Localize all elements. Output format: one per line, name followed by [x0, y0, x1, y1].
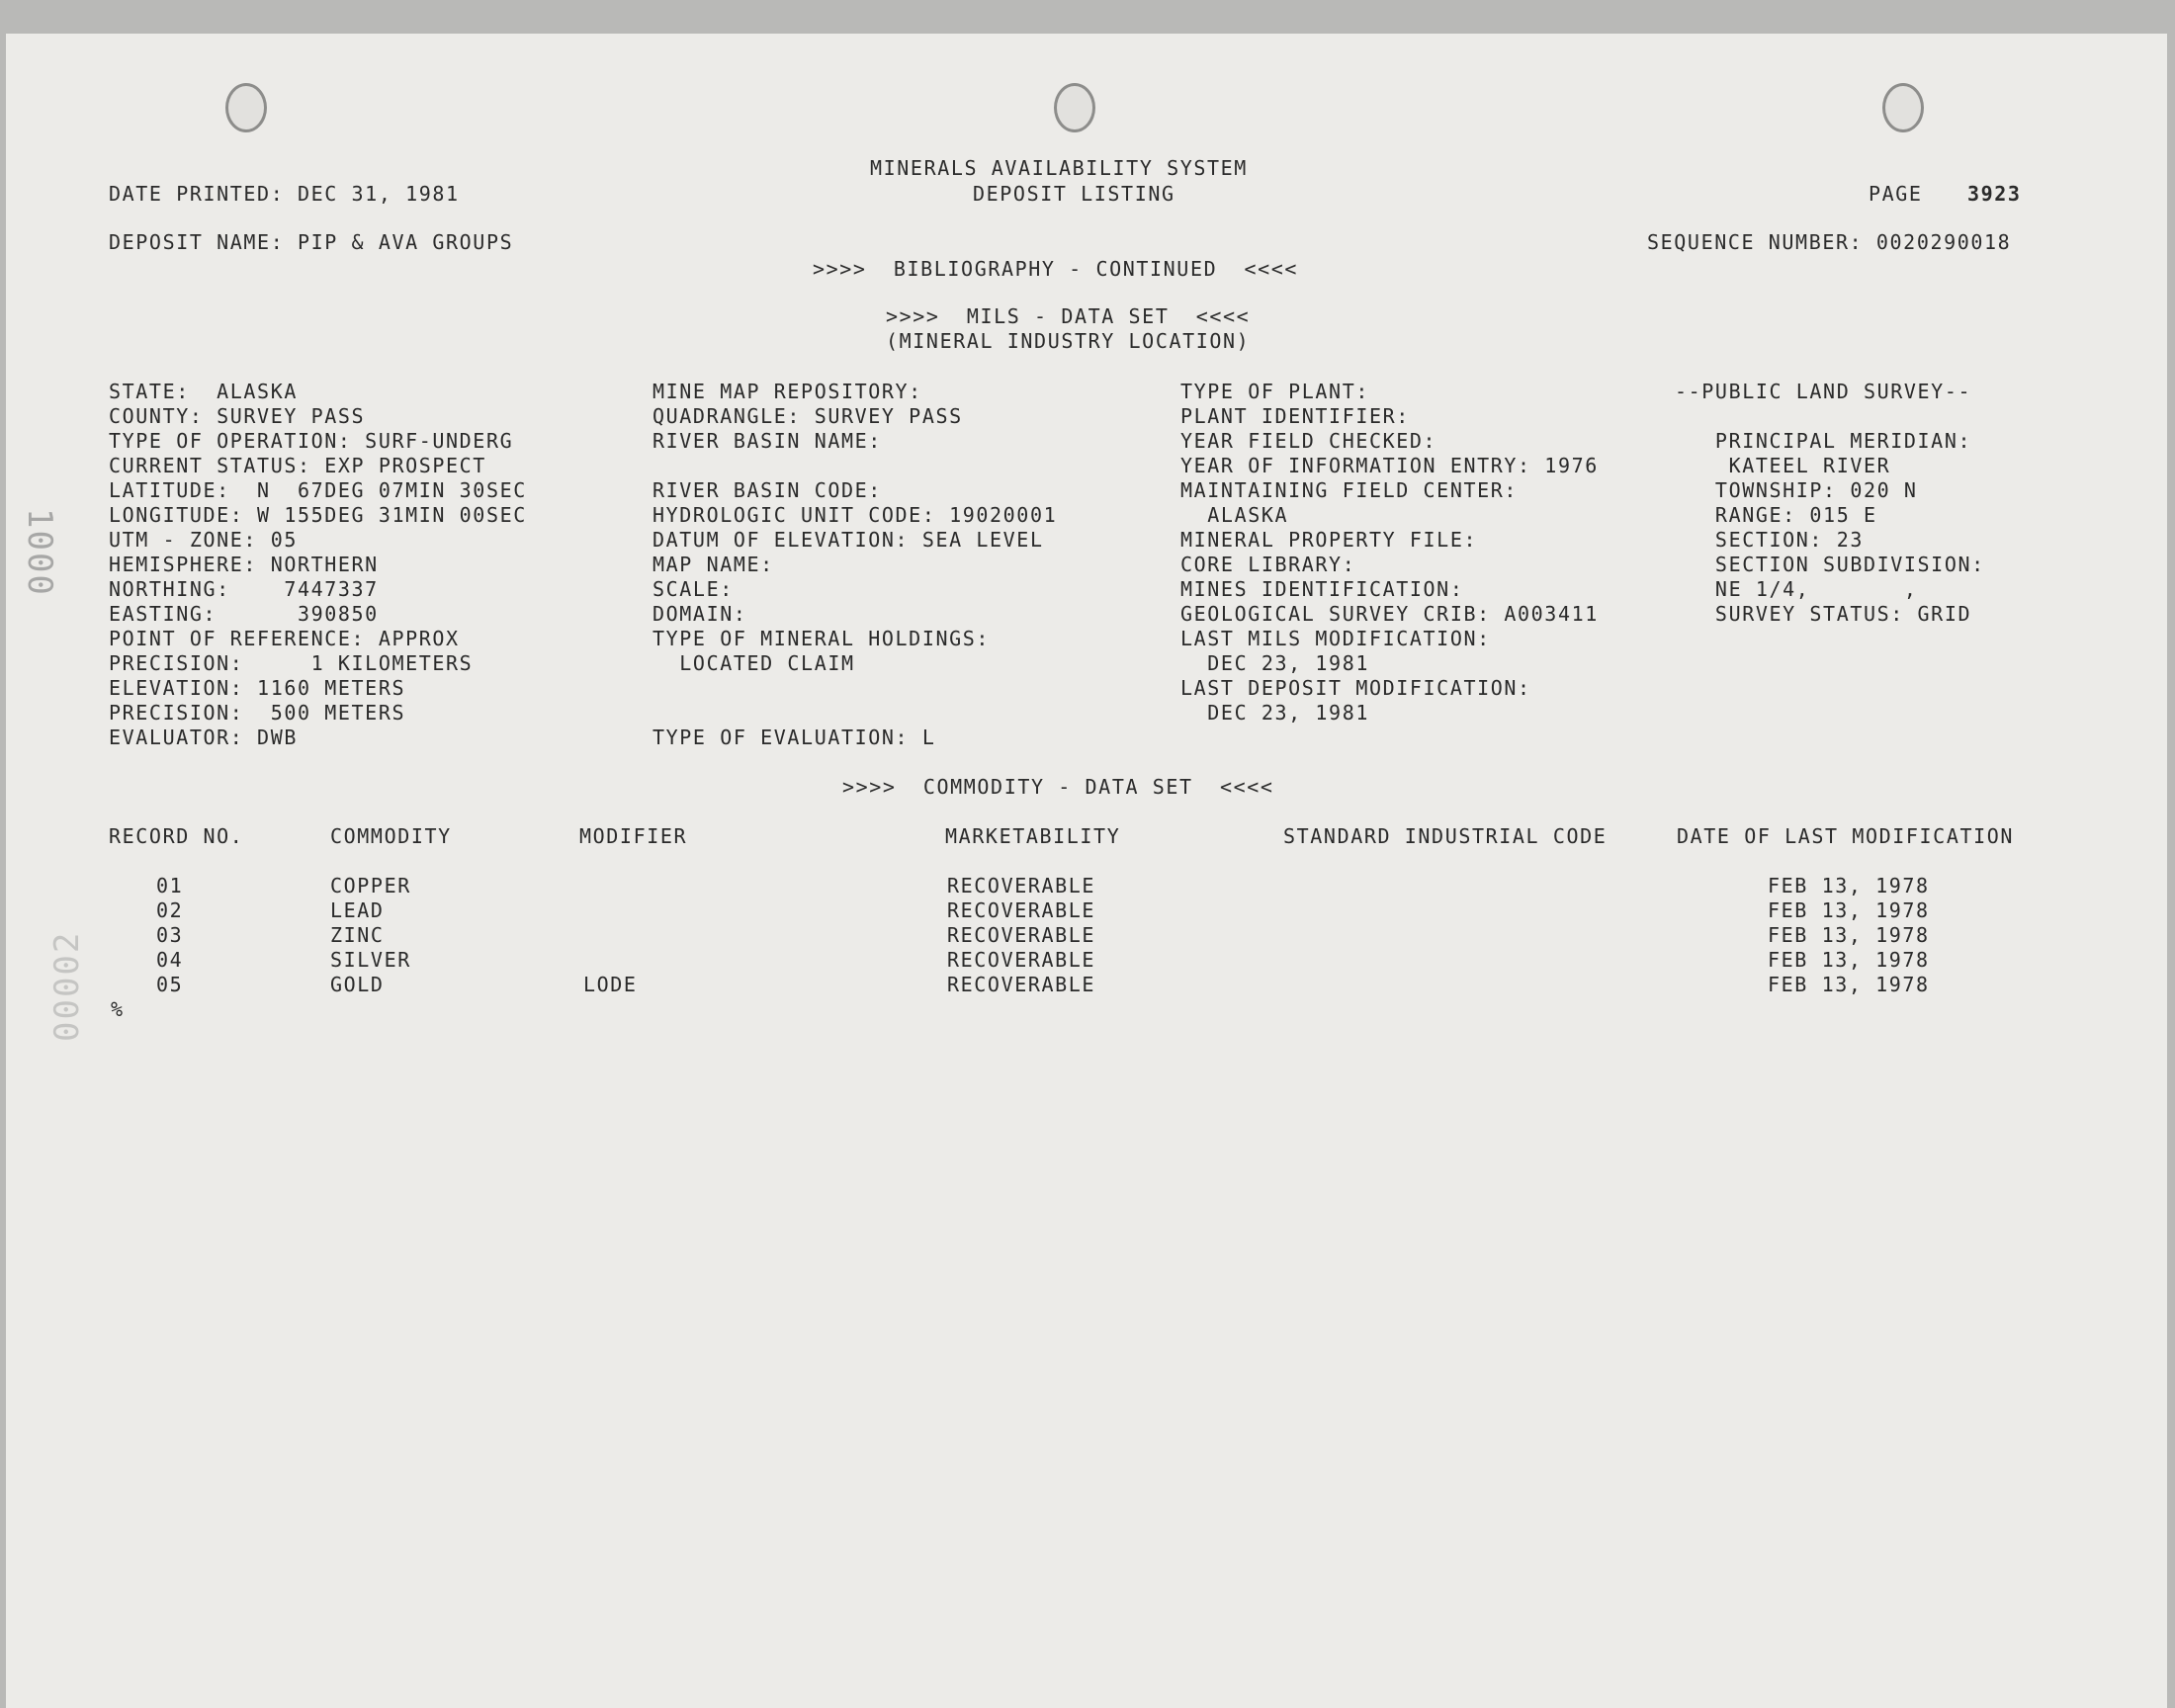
cell-date: FEB 13, 1978	[1768, 973, 1930, 996]
field-line: TOWNSHIP: 020 N	[1675, 478, 1918, 502]
header-commodity: COMMODITY	[330, 824, 452, 848]
cell-record: 02	[156, 898, 184, 922]
field-line: DEC 23, 1981	[1180, 701, 1369, 725]
field-line	[652, 454, 1057, 478]
cell-record: 05	[156, 973, 184, 996]
field-line: LONGITUDE: W 155DEG 31MIN 00SEC	[109, 503, 527, 527]
field-line: EVALUATOR: DWB	[109, 726, 298, 749]
field-line: DOMAIN:	[652, 602, 747, 626]
field-line: RIVER BASIN CODE:	[652, 478, 882, 502]
cell-commodity: COPPER	[330, 874, 411, 897]
field-line	[652, 701, 1057, 726]
mils-heading: >>>> MILS - DATA SET <<<<	[886, 304, 1251, 328]
cell-marketability: RECOVERABLE	[947, 973, 1096, 996]
commodity-header-row	[0, 824, 2175, 849]
table-row	[0, 898, 2175, 923]
header-date-last-mod: DATE OF LAST MODIFICATION	[1677, 824, 2015, 848]
field-line: TYPE OF MINERAL HOLDINGS:	[652, 627, 991, 650]
table-row	[0, 973, 2175, 997]
cell-commodity: LEAD	[330, 898, 385, 922]
page-label: PAGE	[1869, 182, 1923, 206]
table-row	[0, 948, 2175, 973]
field-line: --PUBLIC LAND SURVEY--	[1675, 380, 1972, 403]
field-line: TYPE OF PLANT:	[1180, 380, 1369, 403]
field-line: MINES IDENTIFICATION:	[1180, 577, 1464, 601]
punch-hole-center	[1054, 83, 1095, 132]
field-line: DEC 23, 1981	[1180, 651, 1369, 675]
field-line: DATUM OF ELEVATION: SEA LEVEL	[652, 528, 1044, 552]
field-line: MINERAL PROPERTY FILE:	[1180, 528, 1478, 552]
cell-record: 03	[156, 923, 184, 947]
field-line: COUNTY: SURVEY PASS	[109, 404, 366, 428]
table-row	[0, 923, 2175, 948]
field-line: STATE: ALASKA	[109, 380, 298, 403]
table-row	[0, 874, 2175, 898]
field-line: LOCATED CLAIM	[652, 651, 855, 675]
field-line	[652, 676, 1057, 701]
listing-title: DEPOSIT LISTING	[973, 182, 1175, 206]
page-number: 3923	[1967, 182, 2022, 206]
field-line: YEAR OF INFORMATION ENTRY: 1976	[1180, 454, 1599, 477]
punch-hole-left	[225, 83, 267, 132]
cell-marketability: RECOVERABLE	[947, 923, 1096, 947]
field-line: SURVEY STATUS: GRID	[1675, 602, 1972, 626]
cell-date: FEB 13, 1978	[1768, 874, 1930, 897]
field-line: QUADRANGLE: SURVEY PASS	[652, 404, 963, 428]
field-line: LAST DEPOSIT MODIFICATION:	[1180, 676, 1531, 700]
cell-commodity: SILVER	[330, 948, 411, 972]
field-line: NE 1/4, ,	[1675, 577, 1918, 601]
margin-stamp-top: 1000	[20, 508, 59, 597]
cell-record: 04	[156, 948, 184, 972]
field-line: MAINTAINING FIELD CENTER:	[1180, 478, 1519, 502]
field-line: ELEVATION: 1160 METERS	[109, 676, 406, 700]
field-line: UTM - ZONE: 05	[109, 528, 298, 552]
field-line: ALASKA	[1180, 503, 1289, 527]
location-column-1	[109, 380, 527, 750]
field-line: EASTING: 390850	[109, 602, 379, 626]
field-line: YEAR FIELD CHECKED:	[1180, 429, 1437, 453]
field-line: MINE MAP REPOSITORY:	[652, 380, 922, 403]
field-line: SCALE:	[652, 577, 734, 601]
sequence-number: SEQUENCE NUMBER: 0020290018	[1647, 230, 2012, 254]
cell-modifier: LODE	[583, 973, 638, 996]
field-line: CURRENT STATUS: EXP PROSPECT	[109, 454, 486, 477]
field-line: HEMISPHERE: NORTHERN	[109, 553, 379, 576]
field-line: TYPE OF EVALUATION: L	[652, 726, 936, 749]
field-line: PRECISION: 500 METERS	[109, 701, 406, 725]
cell-marketability: RECOVERABLE	[947, 874, 1096, 897]
cell-commodity: GOLD	[330, 973, 385, 996]
cell-date: FEB 13, 1978	[1768, 923, 1930, 947]
field-line: LAST MILS MODIFICATION:	[1180, 627, 1491, 650]
header-marketability: MARKETABILITY	[945, 824, 1121, 848]
header-sic: STANDARD INDUSTRIAL CODE	[1283, 824, 1608, 848]
end-marker: %	[111, 997, 125, 1021]
field-line: MAP NAME:	[652, 553, 774, 576]
field-line: GEOLOGICAL SURVEY CRIB: A003411	[1180, 602, 1599, 626]
commodity-heading: >>>> COMMODITY - DATA SET <<<<	[842, 775, 1274, 799]
mils-subheading: (MINERAL INDUSTRY LOCATION)	[886, 329, 1251, 353]
field-line: RANGE: 015 E	[1675, 503, 1877, 527]
location-column-3	[1180, 380, 1599, 726]
field-line: HYDROLOGIC UNIT CODE: 19020001	[652, 503, 1058, 527]
deposit-name: DEPOSIT NAME: PIP & AVA GROUPS	[109, 230, 514, 254]
location-column-2	[652, 380, 1057, 750]
field-line: PRINCIPAL MERIDIAN:	[1675, 429, 1972, 453]
public-land-survey-column	[1675, 380, 1985, 627]
field-line: RIVER BASIN NAME:	[652, 429, 882, 453]
date-printed: DATE PRINTED: DEC 31, 1981	[109, 182, 460, 206]
field-line: SECTION: 23	[1675, 528, 1864, 552]
field-line: KATEEL RIVER	[1675, 454, 1891, 477]
cell-marketability: RECOVERABLE	[947, 898, 1096, 922]
header-modifier: MODIFIER	[579, 824, 688, 848]
field-line: SECTION SUBDIVISION:	[1675, 553, 1985, 576]
header-record-no: RECORD NO.	[109, 824, 244, 848]
field-line: PLANT IDENTIFIER:	[1180, 404, 1410, 428]
system-title: MINERALS AVAILABILITY SYSTEM	[870, 156, 1248, 180]
cell-marketability: RECOVERABLE	[947, 948, 1096, 972]
cell-commodity: ZINC	[330, 923, 385, 947]
bibliography-heading: >>>> BIBLIOGRAPHY - CONTINUED <<<<	[813, 257, 1299, 281]
cell-date: FEB 13, 1978	[1768, 898, 1930, 922]
cell-date: FEB 13, 1978	[1768, 948, 1930, 972]
field-line: CORE LIBRARY:	[1180, 553, 1356, 576]
field-line: TYPE OF OPERATION: SURF-UNDERG	[109, 429, 514, 453]
punch-hole-right	[1882, 83, 1924, 132]
margin-stamp-bottom: 00002	[47, 930, 87, 1042]
field-line: LATITUDE: N 67DEG 07MIN 30SEC	[109, 478, 527, 502]
field-line: PRECISION: 1 KILOMETERS	[109, 651, 474, 675]
field-line: NORTHING: 7447337	[109, 577, 379, 601]
field-line: POINT OF REFERENCE: APPROX	[109, 627, 460, 650]
document-page	[6, 34, 2167, 1708]
field-line	[1675, 404, 1985, 429]
cell-record: 01	[156, 874, 184, 897]
